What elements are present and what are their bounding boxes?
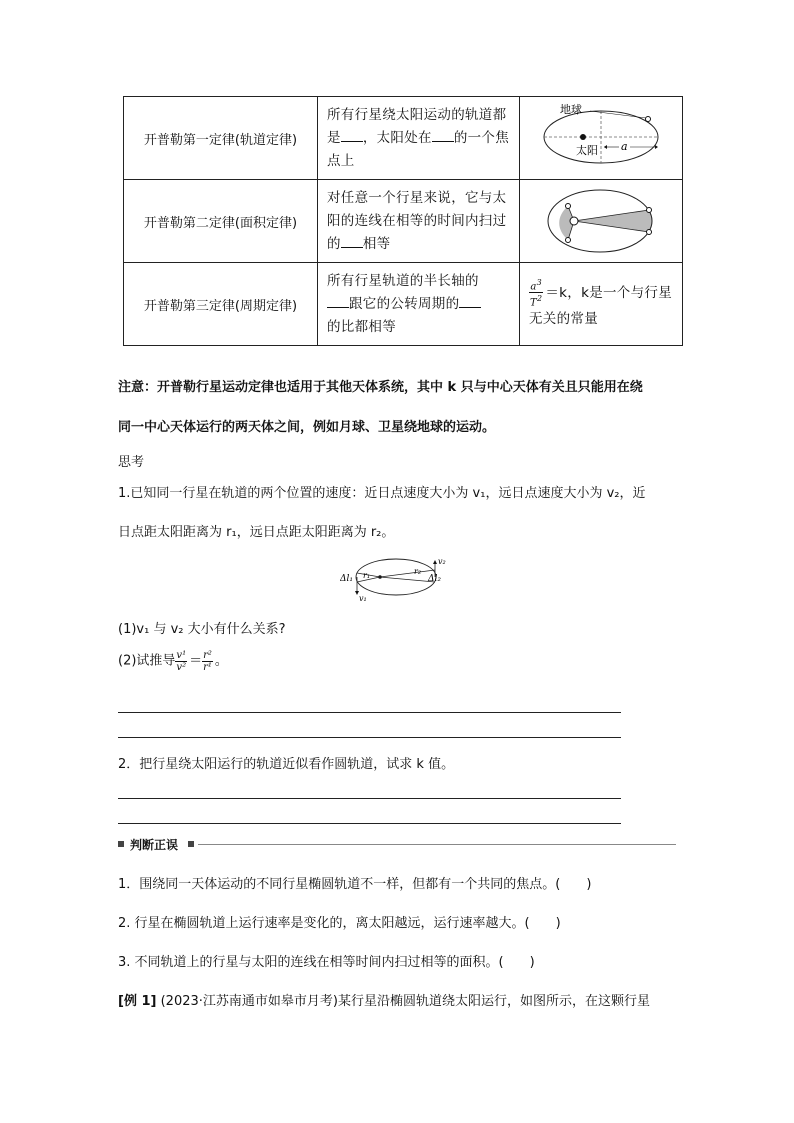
v2-label: v₂ xyxy=(438,557,446,566)
blank xyxy=(432,127,454,142)
delta-l2-label: Δl₂ xyxy=(428,574,441,584)
law-description: 所有行星绕太阳运动的轨道都是 ，太阳处在 的一个焦点上 xyxy=(318,97,520,180)
table-row xyxy=(124,263,683,346)
note-line-1: 注意：开普勒行星运动定律也适用于其他天体系统，其中 k 只与中心天体有关且只能用在绕 xyxy=(118,380,643,395)
judge-item: 2. 行星在椭圆轨道上运行速率是变化的，离太阳越远，运行速率越大。( ) xyxy=(118,916,561,931)
answer-line xyxy=(118,823,621,824)
think-title: 思考 xyxy=(118,455,145,470)
example-line xyxy=(118,990,650,1009)
judge-title: 判断正误 xyxy=(130,838,179,852)
fraction: $\frac{a^3}{T^2}$ xyxy=(530,277,543,309)
area-law-figure xyxy=(520,180,683,263)
example-text: (2023·江苏南通市如皋市月考)某行星沿椭圆轨道绕太阳运行，如图所示，在这颗行星 xyxy=(160,994,650,1009)
earth-label: 地球 xyxy=(560,104,582,116)
blank xyxy=(327,293,349,308)
r1-label: r₁ xyxy=(363,571,371,580)
delta-l1-label: Δl₁ xyxy=(340,574,353,584)
note-line-2: 同一中心天体运行的两天体之间，例如月球、卫星绕地球的运动。 xyxy=(118,420,496,435)
square-bullet-icon xyxy=(118,841,124,847)
velocity-orbit-figure xyxy=(340,553,450,603)
law-description: 对任意一个行星来说，它与太阳的连线在相等的时间内扫过的 相等 xyxy=(318,180,520,263)
blank xyxy=(459,293,481,308)
ellipse-orbit-figure xyxy=(520,97,683,180)
r2-label: r₂ xyxy=(414,567,422,576)
judge-item: 1．围绕同一天体运动的不同行星椭圆轨道不一样，但都有一个共同的焦点。( ) xyxy=(118,877,592,892)
fraction: $\frac{\text{v¹}}{\text{v²}}$ xyxy=(176,650,187,673)
semi-major-axis-label: a xyxy=(621,140,628,153)
table-row xyxy=(124,180,683,263)
square-bullet-icon xyxy=(188,841,194,847)
judge-section-header xyxy=(118,838,678,852)
example-tag: [例 1] xyxy=(118,994,157,1009)
q1-line-1: 1.已知同一行星在轨道的两个位置的速度：近日点速度大小为 v₁，远日点速度大小为 v₂，近 xyxy=(118,486,646,501)
v1-label: v₁ xyxy=(359,594,367,603)
fraction: $\frac{\text{r²}}{\text{r¹}}$ xyxy=(203,650,212,673)
q1-sub-1: (1)v₁ 与 v₂ 大小有什么关系? xyxy=(118,622,286,637)
law-name: 开普勒第一定律(轨道定律) xyxy=(124,97,318,180)
law-name: 开普勒第二定律(面积定律) xyxy=(124,180,318,263)
third-law-formula: $\frac{a^3}{T^2}$ ＝k，k是一个与行星无关的常量 xyxy=(520,263,683,346)
answer-line xyxy=(118,798,621,799)
law-name: 开普勒第三定律(周期定律) xyxy=(124,263,318,346)
sun-label: 太阳 xyxy=(576,145,598,157)
law-description: 所有行星轨道的半长轴的 跟它的公转周期的 的比都相等 xyxy=(318,263,520,346)
table-row xyxy=(124,97,683,180)
answer-line xyxy=(118,712,621,713)
q1-line-2: 日点距太阳距离为 r₁，远日点距太阳距离为 r₂。 xyxy=(118,525,395,540)
q1-sub-2: (2)试推导 $\frac{\text{v¹}}{\text{v²}}$ ＝ $\frac{\text{r²}}{\text{r¹}}$ 。 xyxy=(118,650,228,673)
blank xyxy=(341,127,363,142)
q2: 2．把行星绕太阳运行的轨道近似看作圆轨道，试求 k 值。 xyxy=(118,757,455,772)
kepler-laws-table xyxy=(123,96,683,346)
section-divider xyxy=(198,844,676,845)
answer-line xyxy=(118,737,621,738)
blank xyxy=(341,233,363,248)
judge-item: 3. 不同轨道上的行星与太阳的连线在相等时间内扫过相等的面积。( ) xyxy=(118,955,535,970)
